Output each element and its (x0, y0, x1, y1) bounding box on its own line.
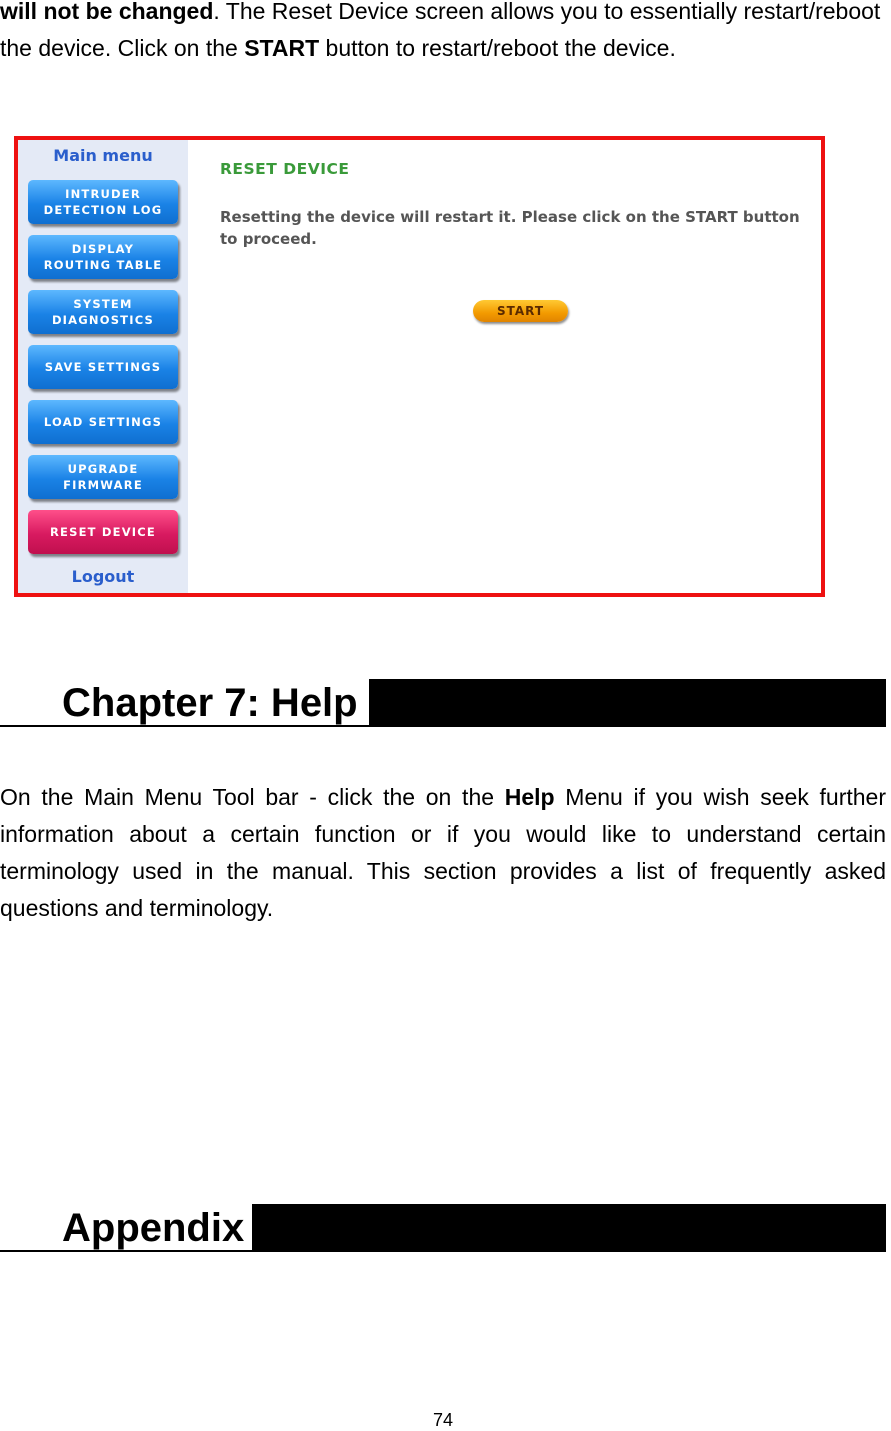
menu-button-save-settings[interactable] (28, 345, 178, 389)
help-text-2: Menu if you wish seek further information about a certain function or if you would like to understand certain terminology used in the manual. This section provides a list of frequently asked questions and terminology. (0, 784, 886, 921)
main-menu-title: Main menu (53, 146, 153, 165)
start-button-label: START (496, 304, 545, 318)
logout-link[interactable]: Logout (71, 567, 135, 586)
main-menu-sidebar (18, 140, 188, 593)
reset-device-screenshot (14, 136, 825, 597)
menu-button-load-settings[interactable] (28, 400, 178, 444)
menu-button-intruder-detection-log[interactable] (28, 180, 178, 224)
menu-button-upgrade-firmware[interactable] (28, 455, 178, 499)
intro-bold-lead: will not be changed (0, 0, 214, 24)
menu-button-label: DISPLAY ROUTING TABLE (43, 242, 163, 272)
start-button[interactable] (473, 300, 568, 322)
chapter-7-heading-bar (0, 679, 886, 727)
menu-button-label: INTRUDER DETECTION LOG (43, 187, 163, 217)
menu-button-label: UPGRADE FIRMWARE (63, 462, 143, 492)
menu-button-label: SAVE SETTINGS (44, 360, 162, 374)
appendix-title: Appendix (62, 1206, 245, 1250)
reset-device-heading: RESET DEVICE (220, 160, 350, 178)
intro-text-2: button to restart/reboot the device. (319, 35, 676, 61)
menu-button-label: SYSTEM DIAGNOSTICS (51, 297, 155, 327)
intro-paragraph (0, 0, 886, 67)
help-bold: Help (504, 784, 555, 810)
menu-button-system-diagnostics[interactable] (28, 290, 178, 334)
appendix-heading-bar (0, 1204, 886, 1252)
chapter-7-title: Chapter 7: Help (62, 681, 358, 725)
menu-button-display-routing-table[interactable] (28, 235, 178, 279)
intro-bold-start: START (244, 35, 320, 61)
intro-text-1: . The Reset Device screen allows you to essentially restart/reboot the device. Click on the (0, 0, 881, 61)
help-paragraph (0, 779, 886, 927)
menu-button-label: LOAD SETTINGS (43, 415, 163, 429)
reset-device-instructions: Resetting the device will restart it. Please click on the START button to proceed. (220, 208, 800, 248)
help-text-1: On the Main Menu Tool bar - click the on the (0, 784, 505, 810)
menu-button-reset-device[interactable] (28, 510, 178, 554)
page-number: 74 (432, 1410, 454, 1430)
menu-button-label: RESET DEVICE (50, 525, 156, 539)
